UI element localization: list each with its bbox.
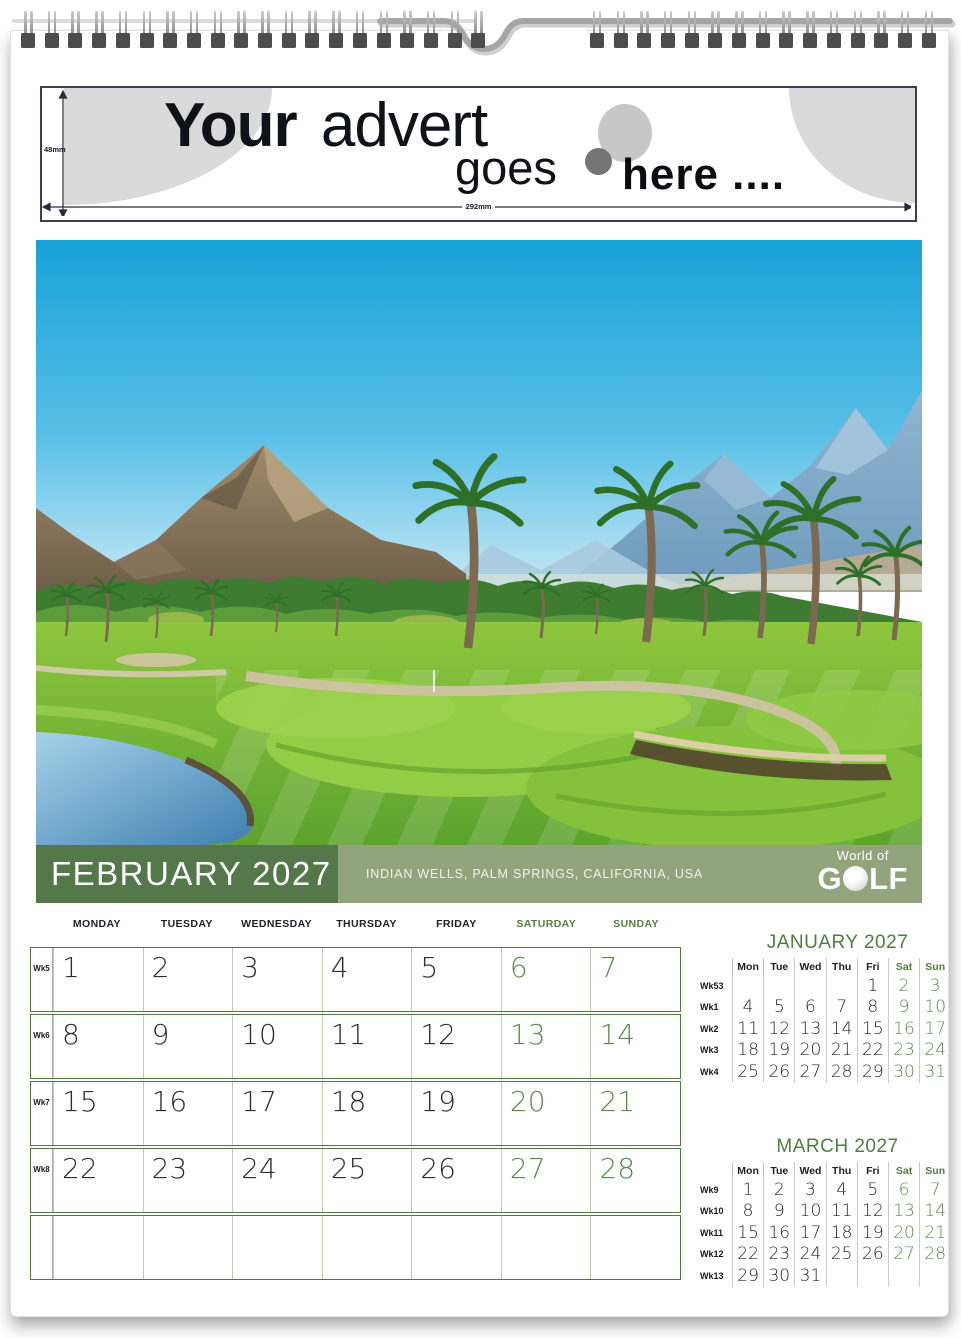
day-cell: 10 — [232, 1015, 322, 1078]
mini-day-header: Fri — [857, 1162, 888, 1179]
golf-ball-icon — [843, 866, 868, 891]
day-cell: 27 — [501, 1149, 591, 1212]
day-header: WEDNESDAY — [241, 918, 313, 930]
mini-calendar-january — [698, 932, 951, 1083]
advert-word-goes: goes — [455, 141, 557, 194]
day-cell — [143, 1216, 233, 1279]
mini-day-cell: 28 — [919, 1244, 950, 1266]
wire-loop — [827, 11, 842, 49]
mini-day-cell: 7 — [826, 997, 857, 1019]
wire-loop — [21, 11, 36, 49]
brand-letter-g: G — [817, 861, 843, 896]
wire-loop — [305, 11, 320, 49]
mini-day-cell: 26 — [857, 1244, 888, 1266]
day-cell: 17 — [232, 1082, 322, 1145]
advert-box — [40, 86, 917, 222]
mini-calendar-table — [698, 958, 951, 1083]
mini-day-cell: 25 — [732, 1061, 763, 1083]
mini-day-header: Fri — [857, 958, 888, 975]
wire-loop — [922, 11, 937, 49]
mini-day-cell: 22 — [732, 1244, 763, 1266]
mini-day-cell: 3 — [919, 975, 950, 997]
mini-day-cell: 1 — [732, 1179, 763, 1201]
mini-day-header: Sun — [919, 1162, 950, 1179]
wire-loop — [661, 11, 676, 49]
day-header: SUNDAY — [613, 918, 659, 930]
mini-day-cell: 24 — [919, 1040, 950, 1062]
day-header: FRIDAY — [436, 918, 477, 930]
mini-day-cell — [826, 1265, 857, 1287]
day-cell: 8 — [53, 1015, 143, 1078]
wire-loop — [708, 11, 723, 49]
wire-loop — [424, 11, 439, 49]
mini-day-cell: 5 — [763, 997, 794, 1019]
wire-loop — [45, 11, 60, 49]
day-cell: 7 — [590, 948, 680, 1011]
mini-day-cell: 21 — [919, 1222, 950, 1244]
month-band-dark — [36, 845, 338, 903]
mini-day-cell: 23 — [763, 1244, 794, 1266]
mini-day-header: Thu — [826, 958, 857, 975]
brand-tagline: World of — [836, 848, 889, 863]
day-cell: 13 — [501, 1015, 591, 1078]
mini-corner-cell — [698, 1162, 732, 1179]
wire-loop — [282, 11, 297, 49]
dim-height-label: 48mm — [44, 145, 66, 154]
mini-week-label: Wk3 — [700, 1045, 719, 1056]
main-calendar-grid — [30, 947, 681, 1280]
wire-loop — [471, 11, 486, 49]
day-cell: 19 — [411, 1082, 501, 1145]
mini-day-cell: 6 — [794, 997, 825, 1019]
mini-day-cell: 9 — [888, 997, 919, 1019]
week-row — [30, 1215, 681, 1280]
mini-day-cell: 8 — [857, 997, 888, 1019]
week-label: Wk7 — [31, 1082, 53, 1145]
mini-day-cell: 28 — [826, 1061, 857, 1083]
mini-week-label: Wk2 — [700, 1023, 719, 1034]
mini-day-cell: 17 — [919, 1018, 950, 1040]
mini-day-cell — [794, 975, 825, 997]
mini-day-cell: 9 — [763, 1201, 794, 1223]
mini-day-cell: 25 — [826, 1244, 857, 1266]
brand-letters-lf: LF — [869, 861, 908, 896]
day-cell: 15 — [53, 1082, 143, 1145]
mini-day-cell: 4 — [732, 997, 763, 1019]
mini-day-cell: 30 — [888, 1061, 919, 1083]
wire-loop — [803, 11, 818, 49]
mini-day-cell: 18 — [732, 1040, 763, 1062]
mini-day-cell: 12 — [857, 1201, 888, 1223]
mini-calendar-title: MARCH 2027 — [776, 1136, 899, 1157]
advert-word-your: Your — [164, 91, 297, 160]
day-cell: 18 — [322, 1082, 412, 1145]
day-cell — [53, 1216, 143, 1279]
wire-loop — [614, 11, 629, 49]
month-band-light — [338, 845, 922, 903]
mini-day-cell — [826, 975, 857, 997]
mini-day-cell: 13 — [888, 1201, 919, 1223]
mini-day-header: Sat — [888, 958, 919, 975]
day-cell — [501, 1216, 591, 1279]
week-row — [30, 947, 681, 1012]
mini-day-cell: 31 — [794, 1265, 825, 1287]
day-cell: 28 — [590, 1149, 680, 1212]
month-band — [36, 845, 922, 903]
mini-day-header: Thu — [826, 1162, 857, 1179]
mini-day-cell: 13 — [794, 1018, 825, 1040]
mini-day-cell: 16 — [888, 1018, 919, 1040]
wire-loop — [448, 11, 463, 49]
mini-week-label: Wk12 — [700, 1249, 724, 1260]
mini-day-cell: 27 — [888, 1244, 919, 1266]
day-header: TUESDAY — [160, 918, 213, 930]
mini-day-cell — [732, 975, 763, 997]
mini-day-cell: 14 — [919, 1201, 950, 1223]
mini-day-cell — [919, 1265, 950, 1287]
day-cell: 9 — [143, 1015, 233, 1078]
advert-word-advert: advert — [320, 91, 488, 160]
mini-day-cell: 24 — [794, 1244, 825, 1266]
mini-day-header: Wed — [794, 958, 825, 975]
mini-day-cell: 16 — [763, 1222, 794, 1244]
mini-day-cell: 20 — [888, 1222, 919, 1244]
day-cell: 4 — [322, 948, 412, 1011]
brand-logo — [818, 849, 909, 894]
mini-day-cell: 2 — [763, 1179, 794, 1201]
day-cell: 23 — [143, 1149, 233, 1212]
dim-width-label: 292mm — [462, 202, 496, 211]
week-label — [31, 1216, 53, 1279]
wire-loop — [258, 11, 273, 49]
brand-name — [818, 863, 909, 894]
day-cell: 12 — [411, 1015, 501, 1078]
mini-day-cell: 5 — [857, 1179, 888, 1201]
day-cell: 14 — [590, 1015, 680, 1078]
day-cell: 26 — [411, 1149, 501, 1212]
mini-day-cell: 6 — [888, 1179, 919, 1201]
mini-week-label: Wk13 — [700, 1270, 724, 1281]
mini-day-cell: 15 — [857, 1018, 888, 1040]
month-title: FEBRUARY 2027 — [51, 855, 332, 892]
wire-loop — [353, 11, 368, 49]
mini-day-cell: 19 — [763, 1040, 794, 1062]
week-label: Wk5 — [31, 948, 53, 1011]
mini-day-cell — [888, 1265, 919, 1287]
mini-week-label: Wk4 — [700, 1066, 719, 1077]
mini-day-cell: 11 — [826, 1201, 857, 1223]
day-cell: 21 — [590, 1082, 680, 1145]
mini-day-cell: 20 — [794, 1040, 825, 1062]
mini-day-cell: 18 — [826, 1222, 857, 1244]
mini-day-header: Tue — [763, 958, 794, 975]
mini-day-cell: 15 — [732, 1222, 763, 1244]
mini-day-cell: 22 — [857, 1040, 888, 1062]
mini-day-cell: 7 — [919, 1179, 950, 1201]
mini-week-label: Wk9 — [700, 1184, 719, 1195]
mini-day-header: Sat — [888, 1162, 919, 1179]
wire-loop — [163, 11, 178, 49]
mini-day-cell: 27 — [794, 1061, 825, 1083]
wire-loop — [732, 11, 747, 49]
day-cell: 2 — [143, 948, 233, 1011]
wire-loop — [68, 11, 83, 49]
mini-day-cell: 3 — [794, 1179, 825, 1201]
week-row — [30, 1081, 681, 1146]
mini-day-header: Tue — [763, 1162, 794, 1179]
wire-loop — [187, 11, 202, 49]
day-cell: 6 — [501, 948, 591, 1011]
mini-corner-cell — [698, 958, 732, 975]
mini-day-cell: 12 — [763, 1018, 794, 1040]
day-of-week-header-row — [52, 918, 681, 930]
wire-loop — [377, 11, 392, 49]
wire-loop — [234, 11, 249, 49]
mini-day-cell: 10 — [919, 997, 950, 1019]
mini-day-header: Mon — [732, 958, 763, 975]
mini-day-cell: 21 — [826, 1040, 857, 1062]
wire-loop — [400, 11, 415, 49]
mini-day-cell: 11 — [732, 1018, 763, 1040]
wire-loop — [637, 11, 652, 49]
mini-week-label: Wk1 — [700, 1002, 719, 1013]
dimension-arrows — [42, 88, 911, 216]
wire-loop — [116, 11, 131, 49]
wire-loop — [685, 11, 700, 49]
week-row — [30, 1148, 681, 1213]
mini-calendar-march — [698, 1136, 951, 1287]
day-cell: 5 — [411, 948, 501, 1011]
wire-loop — [211, 11, 226, 49]
week-row — [30, 1014, 681, 1079]
day-cell — [411, 1216, 501, 1279]
day-cell: 24 — [232, 1149, 322, 1212]
mini-day-cell: 29 — [857, 1061, 888, 1083]
week-label: Wk6 — [31, 1015, 53, 1078]
day-cell — [232, 1216, 322, 1279]
mini-day-cell: 29 — [732, 1265, 763, 1287]
day-header: SATURDAY — [516, 918, 577, 930]
mini-week-label: Wk53 — [700, 980, 724, 991]
golf-course-photo — [36, 240, 922, 845]
mini-day-cell: 23 — [888, 1040, 919, 1062]
mini-day-cell: 8 — [732, 1201, 763, 1223]
mini-day-cell: 17 — [794, 1222, 825, 1244]
week-label: Wk8 — [31, 1149, 53, 1212]
day-cell — [322, 1216, 412, 1279]
mini-day-cell: 2 — [888, 975, 919, 997]
wire-loop — [756, 11, 771, 49]
mini-calendar-title: JANUARY 2027 — [766, 932, 909, 953]
day-cell: 11 — [322, 1015, 412, 1078]
mini-day-cell: 14 — [826, 1018, 857, 1040]
mini-week-label: Wk11 — [700, 1227, 724, 1238]
mini-day-cell: 30 — [763, 1265, 794, 1287]
mini-day-cell: 10 — [794, 1201, 825, 1223]
wire-loop — [874, 11, 889, 49]
day-header: THURSDAY — [336, 918, 397, 930]
wire-loop — [140, 11, 155, 49]
wire-loop — [329, 11, 344, 49]
mini-day-cell: 4 — [826, 1179, 857, 1201]
wire-loop — [779, 11, 794, 49]
day-cell — [590, 1216, 680, 1279]
mini-day-cell: 31 — [919, 1061, 950, 1083]
mini-day-cell: 1 — [857, 975, 888, 997]
mini-day-cell — [857, 1265, 888, 1287]
day-cell: 22 — [53, 1149, 143, 1212]
location-caption: INDIAN WELLS, PALM SPRINGS, CALIFORNIA, USA — [366, 867, 704, 881]
mini-day-cell — [763, 975, 794, 997]
wire-loop — [851, 11, 866, 49]
mini-day-header: Mon — [732, 1162, 763, 1179]
mini-calendar-table — [698, 1162, 951, 1287]
day-cell: 20 — [501, 1082, 591, 1145]
day-header: MONDAY — [72, 918, 121, 930]
day-cell: 1 — [53, 948, 143, 1011]
wire-loop — [898, 11, 913, 49]
mini-day-header: Sun — [919, 958, 950, 975]
day-cell: 16 — [143, 1082, 233, 1145]
mini-day-cell: 19 — [857, 1222, 888, 1244]
wire-loop — [590, 11, 605, 49]
day-cell: 3 — [232, 948, 322, 1011]
day-cell: 25 — [322, 1149, 412, 1212]
wire-binding — [0, 0, 961, 62]
mini-day-header: Wed — [794, 1162, 825, 1179]
wire-loop — [92, 11, 107, 49]
mini-week-label: Wk10 — [700, 1206, 724, 1217]
advert-word-here: here .... — [622, 150, 786, 199]
mini-day-cell: 26 — [763, 1061, 794, 1083]
